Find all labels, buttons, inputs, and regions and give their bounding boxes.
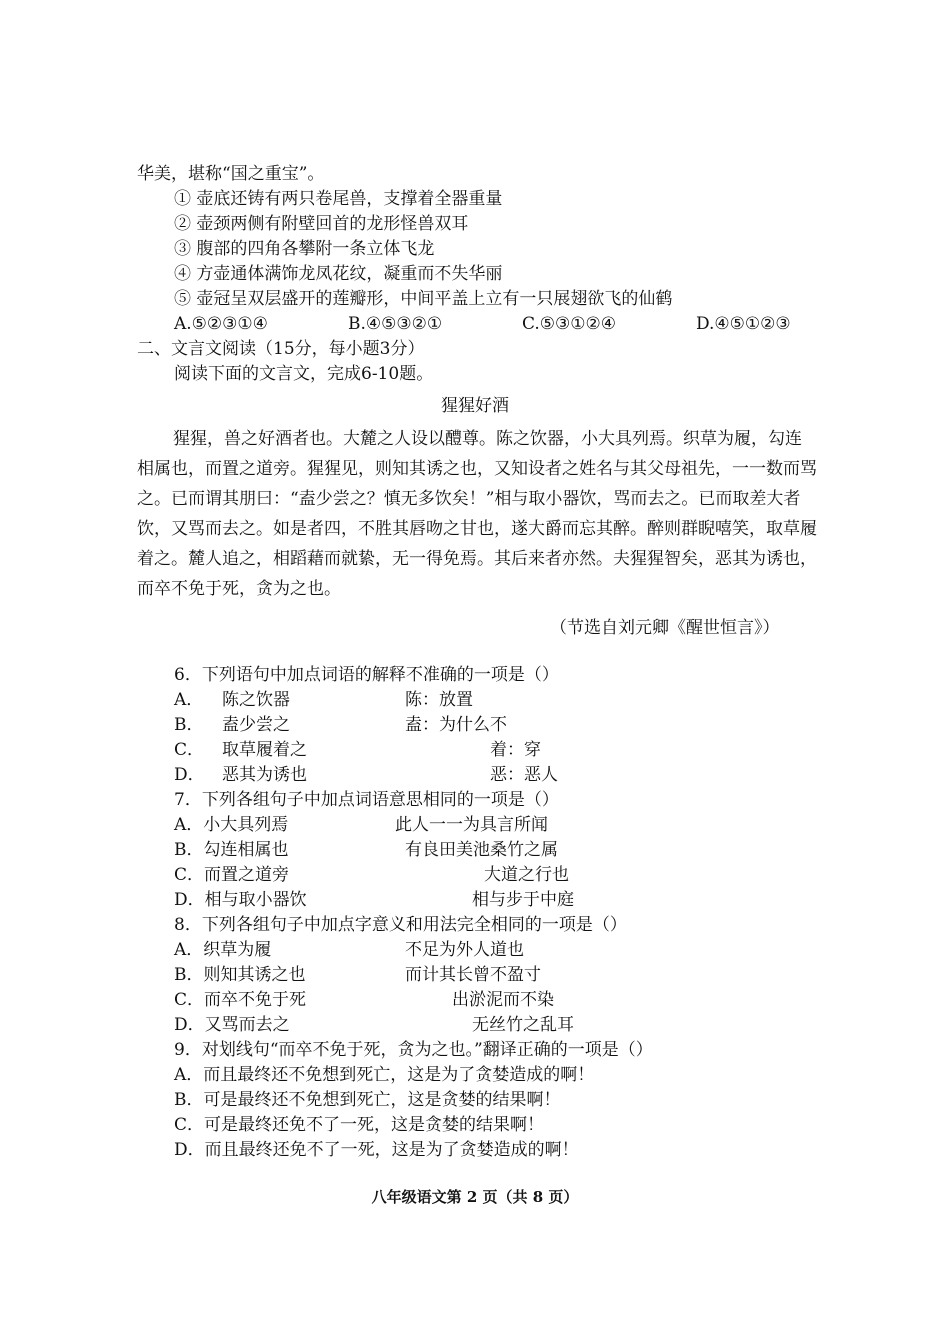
sentence-2: ② 壶颈两侧有附壁回首的龙形怪兽双耳 [174,214,469,234]
sentence-3: ③ 腹部的四角各攀附一条立体飞龙 [174,239,435,259]
q8-option-right: 而计其长曾不盈寸 [405,965,541,985]
q7-stem: 7．下列各组句子中加点词语意思相同的一项是（） [174,790,559,810]
q6-option-gloss: 着：穿 [490,740,541,760]
q6-option-gloss: 盍：为什么不 [405,715,507,735]
q8-option-right: 无丝竹之乱耳 [472,1015,574,1035]
passage-source: （节选自刘元卿《醒世恒言》） [550,618,780,638]
q6-option-gloss: 恶：恶人 [490,765,558,785]
q6-option-label: A． [174,690,204,710]
passage-title: 猩猩好酒 [441,396,509,416]
q6-stem: 6．下列语句中加点词语的解释不准确的一项是（） [174,665,559,685]
q7-option-left: C．而置之道旁 [174,865,290,885]
q8-option-left: B．则知其诱之也 [174,965,306,985]
q6-option-sentence: 取草履着之 [222,740,307,760]
q8-option-right: 不足为外人道也 [405,940,524,960]
order-option-d: D.④⑤①②③ [696,314,791,334]
passage-text: 猩猩，兽之好酒者也。大麓之人设以醴尊。陈之饮器，小大具列焉。织草为履，勾连相属也，而置之道旁。猩猩见，则知其诱之也，又知设者之姓名与其父母祖先，一一数而骂之。已而谓其朋曰：“盍少尝之？慎无多饮矣！”相与取小器饮，骂而去之。已而取差大者饮，又骂而去之。如是者四，不胜其唇吻之甘也，遂大爵而忘其醉。醉则群睨嘻笑，取草履着之。麓人追之，相蹈藉而就絷，无一得免焉。其后来者亦然。夫猩猩智矣，恶其为诱也，而卒不免于死，贪为之也。 [137,429,817,599]
q7-option-left: A．小大具列焉 [174,815,289,835]
order-option-c: C.⑤③①②④ [522,314,617,334]
sentence-5: ⑤ 壶冠呈双层盛开的莲瓣形，中间平盖上立有一只展翅欲飞的仙鹤 [174,289,673,309]
sentence-4: ④ 方壶通体满饰龙凤花纹，凝重而不失华丽 [174,264,503,284]
q8-option-left: D．又骂而去之 [174,1015,290,1035]
q9-option: D．而且最终还免不了一死，这是为了贪婪造成的啊！ [174,1140,579,1160]
q7-option-right: 有良田美池桑竹之属 [405,840,558,860]
page-footer: 八年级语文第 2 页（共 8 页） [371,1188,579,1206]
q8-stem: 8．下列各组句子中加点字意义和用法完全相同的一项是（） [174,915,627,935]
q9-option: C．可是最终还免不了一死，这是贪婪的结果啊！ [174,1115,545,1135]
order-option-a: A.⑤②③①④ [174,314,268,334]
q7-option-left: D．相与取小器饮 [174,890,307,910]
order-option-b: B.④⑤③②① [348,314,443,334]
q8-option-left: A．织草为履 [174,940,272,960]
q7-option-right: 相与步于中庭 [472,890,574,910]
q7-option-right: 此人一一为具言所闻 [395,815,548,835]
sentence-1: ① 壶底还铸有两只卷尾兽，支撑着全器重量 [174,189,503,209]
q9-option: B．可是最终还不免想到死亡，这是贪婪的结果啊！ [174,1090,561,1110]
q6-option-sentence: 恶其为诱也 [222,765,307,785]
q8-option-left: C．而卒不免于死 [174,990,307,1010]
section-instruction: 阅读下面的文言文，完成6-10题。 [174,364,434,384]
q7-option-left: B．勾连相属也 [174,840,289,860]
q6-option-sentence: 盍少尝之 [222,715,290,735]
q6-option-label: B． [174,715,204,735]
q6-option-sentence: 陈之饮器 [222,690,290,710]
q9-stem: 9．对划线句“而卒不免于死，贪为之也。”翻译正确的一项是（） [174,1040,653,1060]
q6-option-label: C． [174,740,205,760]
q6-option-label: D． [174,765,205,785]
intro-tail: 华美，堪称“国之重宝”。 [137,164,325,184]
q9-option: A．而且最终还不免想到死亡，这是为了贪婪造成的啊！ [174,1065,595,1085]
q6-option-gloss: 陈：放置 [405,690,473,710]
section-heading: 二、文言文阅读（15分，每小题3分） [137,339,425,359]
q8-option-right: 出淤泥而不染 [452,990,554,1010]
q7-option-right: 大道之行也 [484,865,569,885]
